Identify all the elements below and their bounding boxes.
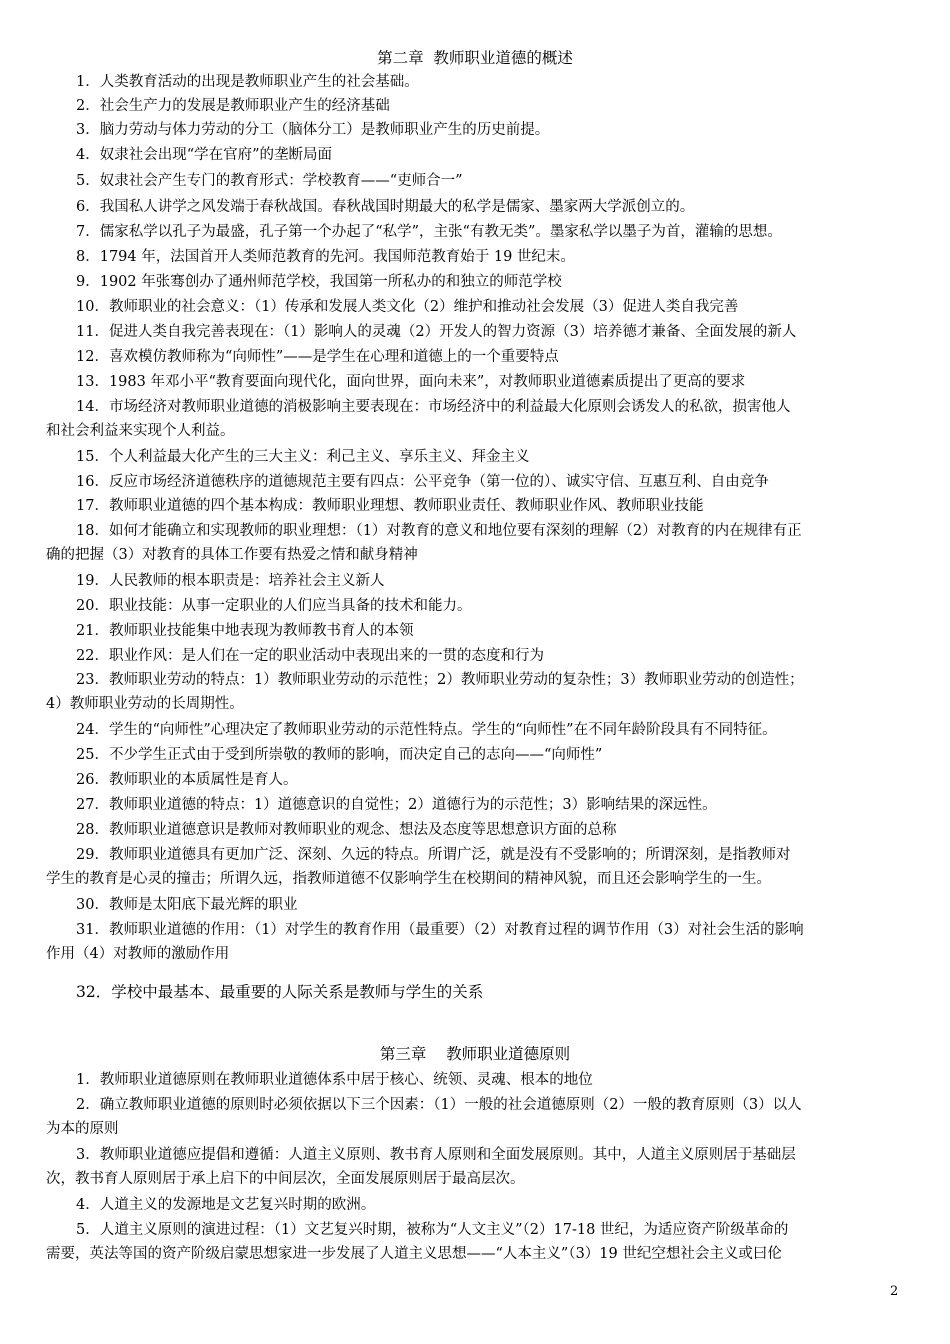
text-line: 16．反应市场经济道德秩序的道德规范主要有四点：公平竞争（第一位的）、诚实守信、互惠互利、自由竞争 xyxy=(76,474,769,490)
text-line: 需要，英法等国的资产阶级启蒙思想家进一步发展了人道主义思想——“人本主义”（3）19 世纪空想社会主义或曰伦 xyxy=(46,1246,782,1262)
text-line: 3．教师职业道德应提倡和遵循：人道主义原则、教书育人原则和全面发展原则。其中，人道主义原则居于基础层 xyxy=(76,1147,796,1163)
text-line: 学生的教育是心灵的撞击；所谓久远，指教师道德不仅影响学生在校期间的精神风貌，而且还会影响学生的一生。 xyxy=(46,871,771,887)
text-line: 13．1983 年邓小平“教育要面向现代化，面向世界，面向未来”，对教师职业道德素质提出了更高的要求 xyxy=(76,374,746,390)
text-line: 22．职业作风：是人们在一定的职业活动中表现出来的一贯的态度和行为 xyxy=(76,648,544,664)
text-line: 2．确立教师职业道德的原则时必须依据以下三个因素：（1）一般的社会道德原则（2）一般的教育原则（3）以人 xyxy=(76,1097,802,1113)
text-line: 4．人道主义的发源地是文艺复兴时期的欧洲。 xyxy=(76,1197,376,1213)
text-line: 5．奴隶社会产生专门的教育形式：学校教育——“吏师合一” xyxy=(76,173,463,189)
text-line: 确的把握（3）对教育的具体工作要有热爱之情和献身精神 xyxy=(46,547,418,563)
text-line: 17．教师职业道德的四个基本构成：教师职业理想、教师职业责任、教师职业作风、教师职业技能 xyxy=(76,498,704,514)
text-line: 30．教师是太阳底下最光辉的职业 xyxy=(76,897,298,913)
text-line: 18．如何才能确立和实现教师的职业理想：（1）对教育的意义和地位要有深刻的理解（2）对教育的内在规律有正 xyxy=(76,523,802,539)
text-line: 作用（4）对教师的激励作用 xyxy=(46,946,230,962)
text-line: 1．教师职业道德原则在教师职业道德体系中居于核心、统领、灵魂、根本的地位 xyxy=(76,1072,593,1088)
text-line: 12．喜欢模仿教师称为“向师性”——是学生在心理和道德上的一个重要特点 xyxy=(76,349,559,365)
text-line: 2．社会生产力的发展是教师职业产生的经济基础 xyxy=(76,98,390,114)
text-line: 24．学生的“向师性”心理决定了教师职业劳动的示范性特点。学生的“向师性”在不同年龄阶段具有不同特征。 xyxy=(76,722,777,738)
text-line: 28．教师职业道德意识是教师对教师职业的观念、想法及态度等思想意识方面的总称 xyxy=(76,822,617,838)
text-line: 27．教师职业道德的特点：1）道德意识的自觉性；2）道德行为的示范性；3）影响结果的深远性。 xyxy=(76,797,717,813)
text-line: 1．人类教育活动的出现是教师职业产生的社会基础。 xyxy=(76,74,419,90)
text-line: 7．儒家私学以孔子为最盛，孔子第一个办起了“私学”，主张“有教无类”。墨家私学以墨子为首，灌输的思想。 xyxy=(76,224,782,240)
text-line: 和社会利益来实现个人利益。 xyxy=(46,423,235,439)
text-line: 4．奴隶社会出现“学在官府”的垄断局面 xyxy=(76,147,333,163)
text-line: 为本的原则 xyxy=(46,1121,119,1137)
text-line: 3．脑力劳动与体力劳动的分工（脑体分工）是教师职业产生的历史前提。 xyxy=(76,122,550,138)
text-line: 32．学校中最基本、最重要的人际关系是教师与学生的关系 xyxy=(76,983,484,1001)
text-line: 10．教师职业的社会意义：（1）传承和发展人类文化（2）维护和推动社会发展（3）促进人类自我完善 xyxy=(76,299,739,315)
text-line: 20．职业技能：从事一定职业的人们应当具备的技术和能力。 xyxy=(76,598,472,614)
text-line: 15．个人利益最大化产生的三大主义：利己主义、享乐主义、拜金主义 xyxy=(76,449,530,465)
text-line: 11．促进人类自我完善表现在：（1）影响人的灵魂（2）开发人的智力资源（3）培养德才兼备、全面发展的新人 xyxy=(76,324,797,340)
text-line: 9．1902 年张骞创办了通州师范学校，我国第一所私办的和独立的师范学校 xyxy=(76,274,562,290)
text-line: 31．教师职业道德的作用：（1）对学生的教育作用（最重要）（2）对教育过程的调节作用（3）对社会生活的影响 xyxy=(76,922,804,938)
text-line: 23．教师职业劳动的特点：1）教师职业劳动的示范性；2）教师职业劳动的复杂性；3）教师职业劳动的创造性； xyxy=(76,672,804,688)
page-number: 2 xyxy=(890,1284,899,1299)
text-line: 29．教师职业道德具有更加广泛、深刻、久远的特点。所谓广泛，就是没有不受影响的；所谓深刻，是指教师对 xyxy=(76,847,791,863)
chapter-3-title: 第三章 教师职业道德原则 xyxy=(379,1045,571,1063)
text-line: 次，教书育人原则居于承上启下的中间层次，全面发展原则居于最高层次。 xyxy=(46,1171,525,1187)
text-line: 21．教师职业技能集中地表现为教师教书育人的本领 xyxy=(76,623,414,639)
text-line: 26．教师职业的本质属性是育人。 xyxy=(76,772,298,788)
chapter-2-title: 第二章 教师职业道德的概述 xyxy=(377,49,573,67)
text-line: 14．市场经济对教师职业道德的消极影响主要表现在：市场经济中的利益最大化原则会诱发人的私欲，损害他人 xyxy=(76,399,791,415)
text-line: 8．1794 年，法国首开人类师范教育的先河。我国师范教育始于 19 世纪末。 xyxy=(76,249,575,265)
text-line: 5．人道主义原则的演进过程：（1）文艺复兴时期，被称为“人文主义”（2）17-18 世纪，为适应资产阶级革命的 xyxy=(76,1222,789,1238)
text-line: 25．不少学生正式由于受到所崇敬的教师的影响，而决定自己的志向——“向师性” xyxy=(76,747,603,763)
text-line: 6．我国私人讲学之风发端于春秋战国。春秋战国时期最大的私学是儒家、墨家两大学派创立的。 xyxy=(76,199,695,215)
text-line: 19．人民教师的根本职责是：培养社会主义新人 xyxy=(76,573,385,589)
text-line: 4）教师职业劳动的长周期性。 xyxy=(46,696,244,712)
